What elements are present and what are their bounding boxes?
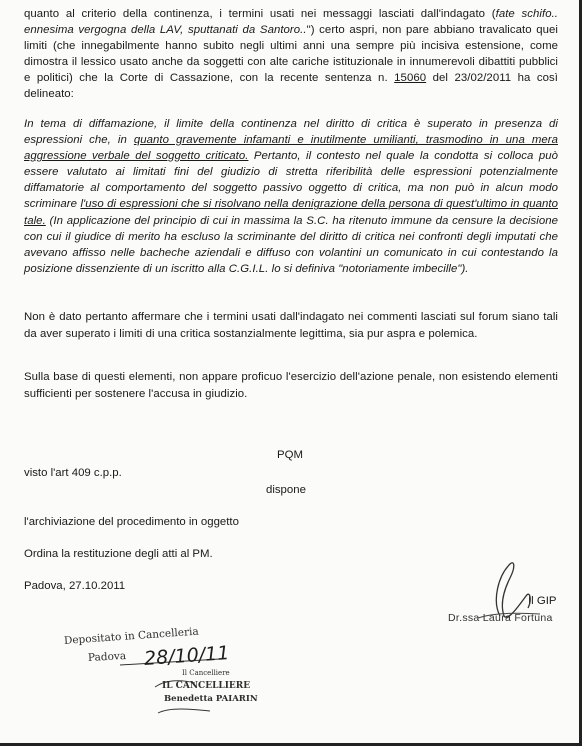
pqm-heading: PQM xyxy=(277,449,303,461)
sentence-number: 15060 xyxy=(394,72,427,85)
stamp-cancelliere-small: Il Cancelliere xyxy=(182,669,230,677)
visto-line: visto l'art 409 c.p.p. xyxy=(24,467,122,479)
stamp-cancelliere: IL CANCELLIERE xyxy=(162,681,251,691)
text: ") certo aspri, non pare abbiano travalicato quei limiti (che innegabilmente hanno subito negli ultimi anni una sempre più incisiva estensione, come dimostra il lessico usato anche da soggetti con alte cariche istituzionale in innumerevoli dibattiti pubblici e politici) che la Corte di Cassazione, con la recente sentenza n. xyxy=(24,24,558,85)
paragraph-cassazione-quote xyxy=(24,116,558,277)
text: In tema di diffamazione, il limite della continenza nel diritto di critica è superato in presenza di espressioni che, in xyxy=(24,118,558,147)
stamp-clerk-name: Benedetta PAIARIN xyxy=(164,694,258,704)
paragraph-continenza xyxy=(24,6,558,103)
text: Pertanto, il contesto nel quale la condotta si colloca può essere valutato ai limitati fini del giudizio di stretta riferibilità delle espressioni potenzialmente diffamatorie al comportamento del soggetto passivo oggetto di critica, ma non può in alcun modo scriminare xyxy=(24,150,558,211)
gip-title: Il GIP xyxy=(528,595,557,607)
archiviazione-line: l'archiviazione del procedimento in oggetto xyxy=(24,516,239,528)
ordina-line: Ordina la restituzione degli atti al PM. xyxy=(24,548,213,560)
signature-icon xyxy=(470,556,550,626)
stamp-deposited: Depositato in Cancelleria xyxy=(63,625,200,647)
stamp-place: Padova xyxy=(87,650,127,664)
place-date: Padova, 27.10.2011 xyxy=(24,580,126,592)
dispone-line: dispone xyxy=(266,484,306,496)
stamp-date: 28/10/11 xyxy=(143,642,231,670)
quoted-messages: fate schifo.. ennesima vergogna della LAV, sputtanati da Santoro.. xyxy=(24,8,559,37)
underlined-text: l'uso di espressioni che si risolvano nella denigrazione della persona di quest'ultimo in quanto tale. xyxy=(24,198,559,227)
text: (In applicazione del principio di cui in massima la S.C. ha ritenuto immune da censure la decisione con cui il giudice di merito ha escluso la scriminante del diritto di critica nei confronti degli imputati che avevano affisso nelle bacheche aziendali e diffuso con volantini un comunicato in cui contestando la posizione dissenziente di un iscritto alla C.G.I.L. lo si definiva "notoriamente imbecille"). xyxy=(24,214,558,275)
text: quanto al criterio della continenza, i termini usati nei messaggi lasciati dall'indagato ( xyxy=(24,8,496,20)
gip-name: Dr.ssa Laura Fortuna xyxy=(448,612,553,624)
paragraph-basis: Sulla base di questi elementi, non appare proficuo l'esercizio dell'azione penale, non esistendo elementi sufficienti per sostenere l'accusa in giudizio. xyxy=(24,371,558,400)
paragraph-conclusion: Non è dato pertanto affermare che i termini usati dall'indagato nei commenti lasciati sul forum siano tali da aver superato i limiti di una critica sostanzialmente legittima, sia pur aspra e polemica. xyxy=(24,311,558,340)
filing-stamp xyxy=(62,625,272,730)
text: del 23/02/2011 ha così delineato: xyxy=(24,72,558,101)
underlined-text: quanto gravemente infamanti e inutilmente umilianti, trasmodino in una mera aggressione verbale del soggetto criticato. xyxy=(24,134,558,163)
